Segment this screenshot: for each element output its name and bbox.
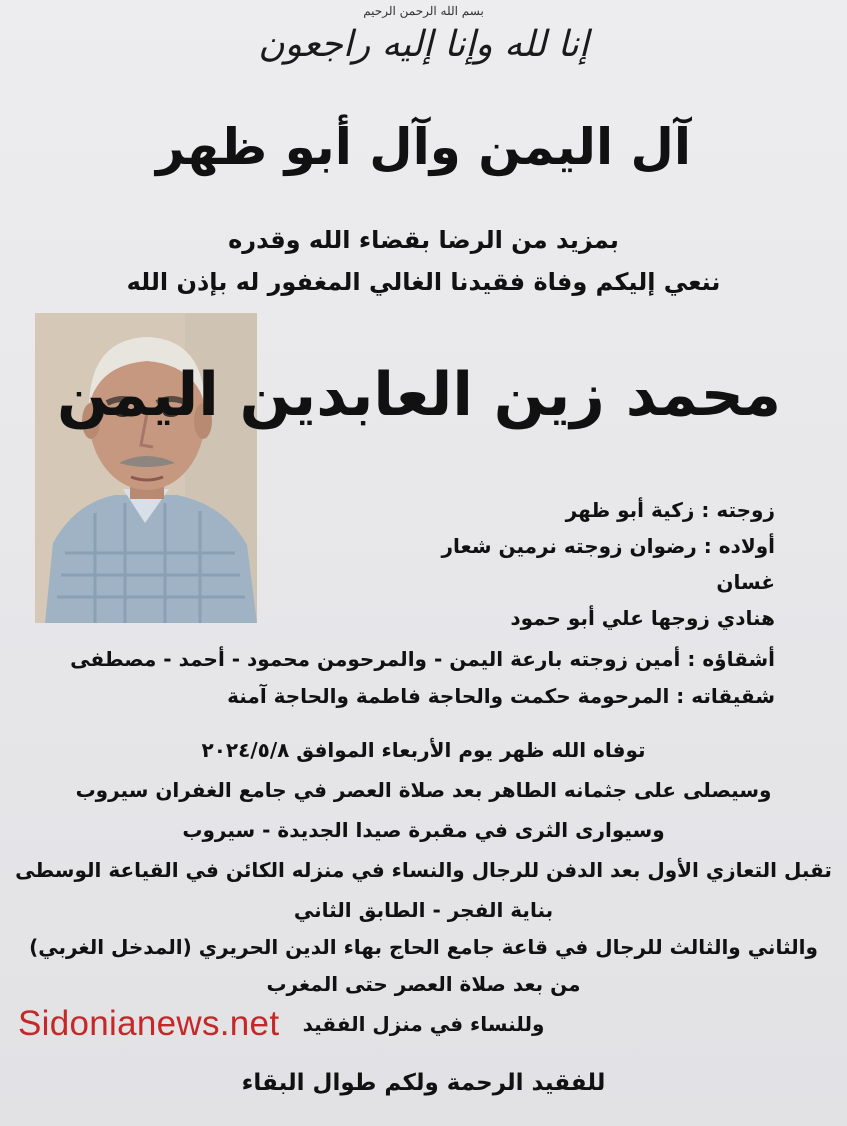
- building-line: بناية الفجر - الطابق الثاني: [293, 898, 554, 922]
- sisters-line: شقيقاته : المرحومة حكمت والحاجة فاطمة والحاجة آمنة: [227, 684, 775, 708]
- intro-line-2: ننعي إليكم وفاة فقيدنا الغالي المغفور له بإذن الله: [126, 268, 721, 296]
- prayer-line: وسيصلى على جثمانه الطاهر بعد صلاة العصر في جامع الغفران سيروب: [75, 778, 772, 802]
- quran-verse: إنا لله وإنا إليه راجعون: [258, 24, 589, 65]
- condolence-first-day-line: تقبل التعازي الأول بعد الدفن للرجال والنساء في منزله الكائن في القياعة الوسطى: [15, 858, 832, 882]
- condolence-women-line: وللنساء في منزل الفقيد: [302, 1012, 545, 1036]
- brothers-line: أشقاؤه : أمين زوجته بارعة اليمن - والمرحومن محمود - أحمد - مصطفى: [70, 647, 775, 671]
- closing-line: للفقيد الرحمة ولكم طوال البقاء: [241, 1070, 606, 1096]
- condolence-time-line: من بعد صلاة العصر حتى المغرب: [266, 972, 581, 996]
- intro-line-1: بمزيد من الرضا بقضاء الله وقدره: [228, 226, 619, 254]
- basmala: بسم الله الرحمن الرحيم: [363, 4, 484, 18]
- child-line-ghassan: غسان: [716, 570, 775, 594]
- deceased-name: محمد زين العابدين اليمن: [56, 360, 781, 430]
- burial-line: وسيوارى الثرى في مقبرة صيدا الجديدة - سيروب: [182, 818, 665, 842]
- families-title: آل اليمن وآل أبو ظهر: [155, 118, 692, 176]
- death-date-line: توفاه الله ظهر يوم الأربعاء الموافق ٢٠٢٤/٥/٨: [201, 738, 646, 762]
- child-line-hanadi: هنادي زوجها علي أبو حمود: [510, 606, 775, 630]
- wife-line: زوجته : زكية أبو ظهر: [565, 498, 775, 522]
- condolence-men-line: والثاني والثالث للرجال في قاعة جامع الحاج بهاء الدين الحريري (المدخل الغربي): [29, 935, 818, 959]
- children-line: أولاده : رضوان زوجته نرمين شعار: [441, 534, 775, 558]
- site-watermark: Sidonianews.net: [18, 1004, 280, 1043]
